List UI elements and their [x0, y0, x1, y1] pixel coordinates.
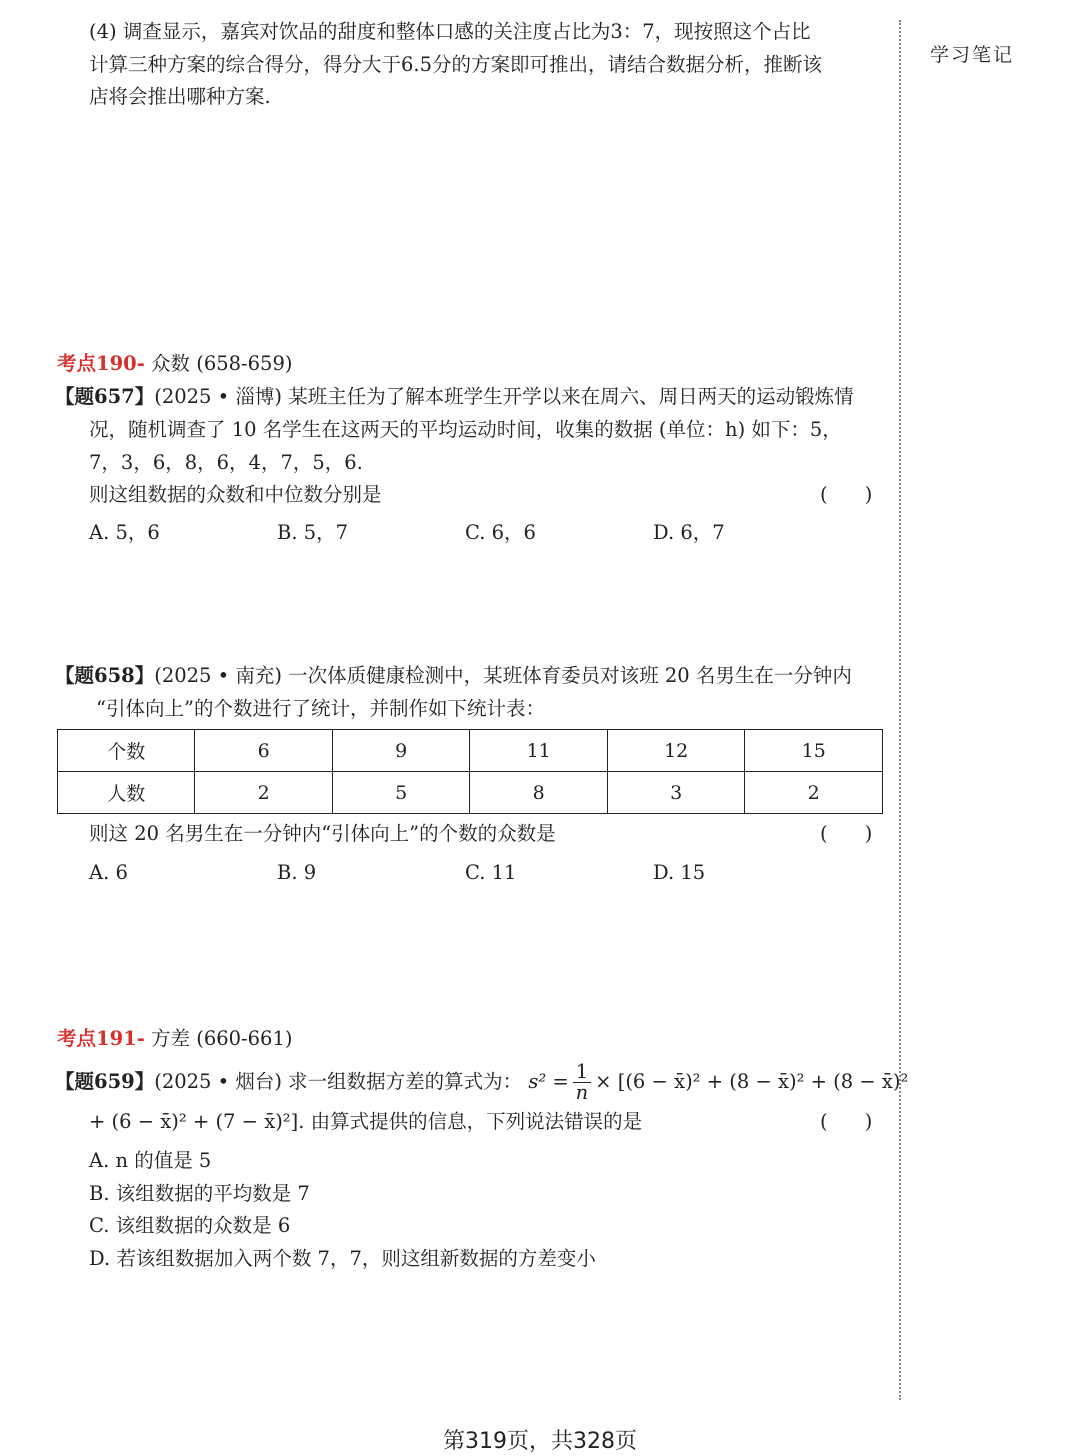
section-tag: 考点190- [57, 352, 145, 375]
option-d: D. 15 [653, 861, 706, 884]
option-b: B. 该组数据的平均数是 7 [89, 1182, 310, 1205]
table-cell: 2 [745, 772, 883, 814]
part4-line: 计算三种方案的综合得分，得分大于6.5分的方案即可推出，请结合数据分析，推断该 [89, 53, 823, 76]
margin-divider [899, 20, 901, 1400]
question-text: (2025 • 烟台) 求一组数据方差的算式为： [154, 1070, 523, 1093]
page-number: 第319页，共328页 [443, 1429, 637, 1454]
q659-line [55, 1062, 908, 1103]
stats-table [57, 729, 883, 814]
option-d: D. 若该组数据加入两个数 7，7，则这组新数据的方差变小 [89, 1247, 596, 1270]
section-190-heading [57, 347, 292, 380]
study-notes-label: 学习笔记 [930, 44, 1015, 66]
option-a: A. n 的值是 5 [89, 1149, 212, 1172]
table-row [58, 772, 883, 814]
fraction-numerator: 1 [573, 1062, 591, 1083]
q657-line: 况，随机调查了 10 名学生在这两天的平均运动时间，收集的数据 (单位：h) 如下：5， [89, 418, 842, 441]
q657-line [55, 380, 854, 413]
q657-line: 7，3，6，8，6，4，7，5，6. [89, 451, 363, 474]
formula-lhs: s² = [528, 1070, 569, 1093]
question-text: (2025 • 淄博) 某班主任为了解本班学生开学以来在周六、周日两天的运动锻炼情 [154, 385, 854, 408]
q659-line: + (6 − x̄)² + (7 − x̄)²]. 由算式提供的信息，下列说法错误的是 [89, 1110, 643, 1133]
section-191-heading [57, 1022, 292, 1055]
part4-line: (4) 调查显示，嘉宾对饮品的甜度和整体口感的关注度占比为3：7，现按照这个占比 [89, 20, 811, 43]
option-c: C. 11 [465, 861, 517, 884]
table-cell: 9 [332, 730, 469, 772]
table-cell: 人数 [58, 772, 195, 814]
table-cell: 12 [607, 730, 744, 772]
table-cell: 8 [470, 772, 607, 814]
answer-blank: ( ) [820, 1110, 873, 1133]
question-tag: 【题659】 [55, 1070, 155, 1093]
table-cell: 6 [195, 730, 332, 772]
table-row [58, 730, 883, 772]
q658-line: “引体向上”的个数进行了统计，并制作如下统计表： [96, 697, 545, 720]
table-cell: 个数 [58, 730, 195, 772]
question-tag: 【题658】 [55, 664, 155, 687]
q658-line [55, 659, 852, 692]
table-cell: 2 [195, 772, 332, 814]
option-b: B. 9 [277, 861, 317, 884]
table-cell: 11 [470, 730, 607, 772]
section-title: 方差 (660-661) [151, 1027, 293, 1050]
section-title: 众数 (658-659) [151, 352, 293, 375]
q658-question: 则这 20 名男生在一分钟内“引体向上”的个数的众数是 [89, 822, 556, 845]
table-cell: 15 [745, 730, 883, 772]
fraction [573, 1062, 591, 1103]
answer-blank: ( ) [820, 483, 873, 506]
fraction-denominator: n [575, 1081, 589, 1104]
question-text: (2025 • 南充) 一次体质健康检测中，某班体育委员对该班 20 名男生在一分钟内 [154, 664, 852, 687]
table-cell: 3 [607, 772, 744, 814]
option-d: D. 6，7 [653, 521, 725, 544]
q657-line: 则这组数据的众数和中位数分别是 [89, 483, 382, 506]
table-cell: 5 [332, 772, 469, 814]
option-b: B. 5，7 [277, 521, 349, 544]
formula-rhs: × [(6 − x̄)² + (8 − x̄)² + (8 − x̄)² [595, 1070, 909, 1093]
section-tag: 考点191- [57, 1027, 145, 1050]
question-tag: 【题657】 [55, 385, 155, 408]
answer-blank: ( ) [820, 822, 873, 845]
option-c: C. 6，6 [465, 521, 536, 544]
part4-line: 店将会推出哪种方案. [89, 85, 271, 108]
option-a: A. 6 [89, 861, 128, 884]
option-a: A. 5，6 [89, 521, 160, 544]
option-c: C. 该组数据的众数是 6 [89, 1214, 291, 1237]
